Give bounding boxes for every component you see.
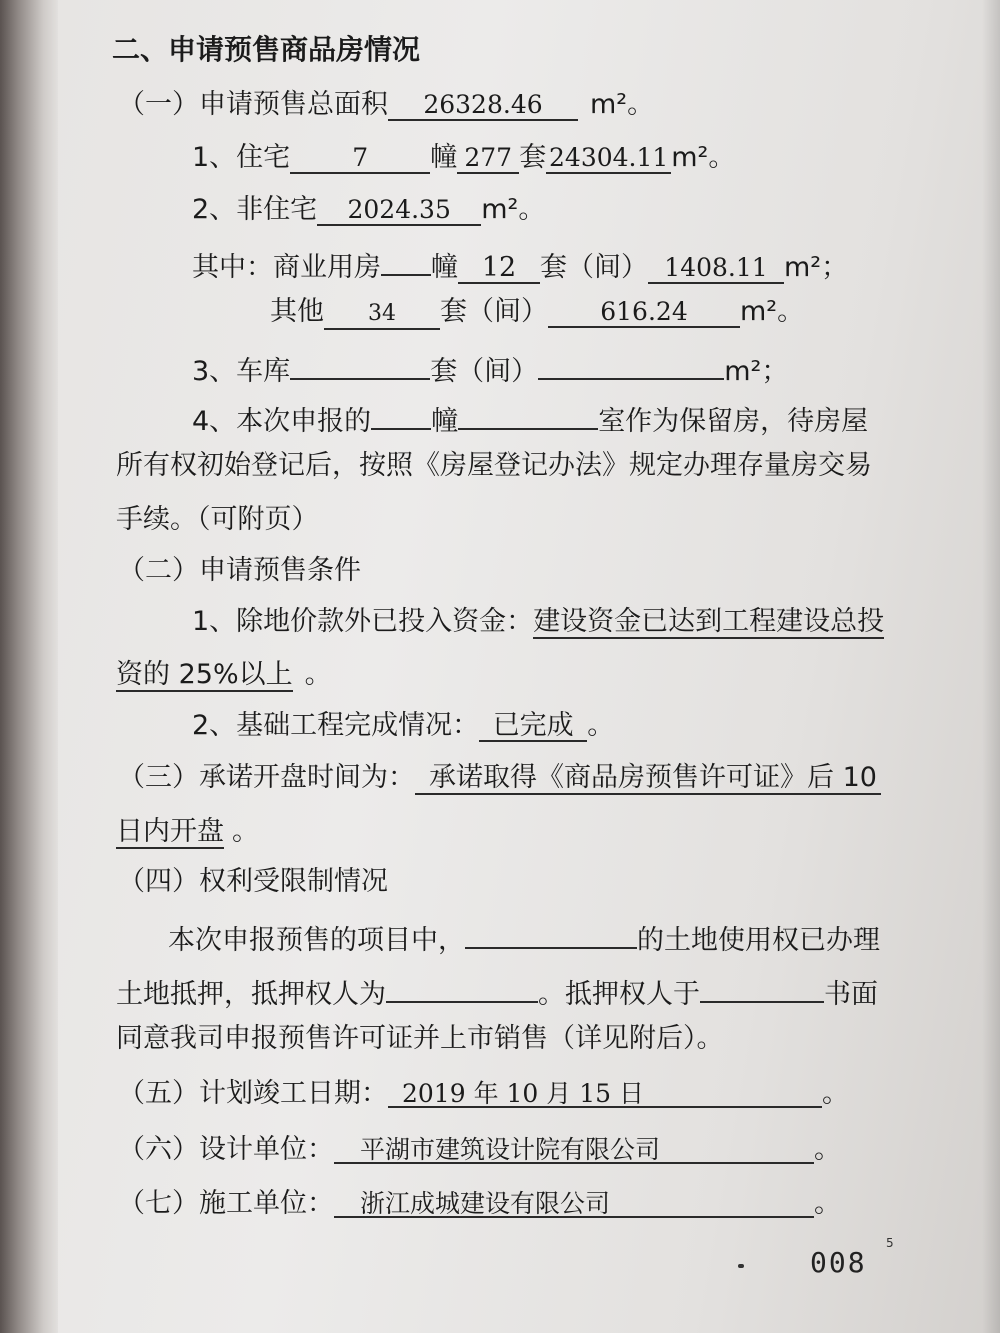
restriction-line-1-b: 的土地使用权已办理 xyxy=(637,925,880,956)
garage-sets-blank xyxy=(290,346,430,380)
restriction-land-blank xyxy=(465,915,637,949)
conditions-item-1-value-a: 建设资金已达到工程建设总投 xyxy=(533,606,885,637)
total-area-line xyxy=(118,87,654,123)
contractor-line xyxy=(118,1186,841,1222)
page-stamp: 008 xyxy=(810,1246,867,1279)
footer-mark xyxy=(738,1264,744,1268)
restriction-line-1-a: 本次申报预售的项目中， xyxy=(168,925,465,956)
reserve-line-2: 所有权初始登记后，按照《房屋登记办法》规定办理存量房交易 xyxy=(116,450,872,481)
completion-date: 2019 年 10 月 15 日 xyxy=(388,1076,822,1108)
restriction-line-2-c: 书面 xyxy=(824,979,878,1010)
residential-buildings: 7 xyxy=(290,140,430,174)
restriction-line-2 xyxy=(116,969,878,1013)
conditions-item-2 xyxy=(192,708,614,744)
restriction-line-2-b: 。抵押权人于 xyxy=(538,979,700,1010)
completion-line xyxy=(118,1076,849,1112)
garage-area-blank xyxy=(538,346,724,380)
restriction-line-1 xyxy=(168,915,880,959)
opening-value-b: 日内开盘 xyxy=(116,816,224,847)
conditions-item-1-end: 。 xyxy=(304,659,332,690)
garage-label: 3、车库 xyxy=(192,356,291,387)
commercial-set-word: 套（间） xyxy=(540,252,648,283)
other-label: 其他 xyxy=(270,296,324,327)
other-area: 616.24 xyxy=(548,294,740,328)
conditions-item-2-value: 已完成 xyxy=(479,708,587,742)
nonresidential-unit: m²。 xyxy=(481,194,546,225)
nonresidential-line xyxy=(192,192,545,228)
commercial-sets: 12 xyxy=(458,250,540,284)
residential-set-word: 套 xyxy=(519,142,547,173)
commercial-unit: m²； xyxy=(784,252,849,283)
opening-end: 。 xyxy=(232,816,259,847)
other-unit: m²。 xyxy=(740,296,805,327)
conditions-item-1-value-b: 资的 25%以上 xyxy=(116,659,293,690)
restriction-line-2-a: 土地抵押，抵押权人为 xyxy=(116,979,386,1010)
residential-unit: m²。 xyxy=(671,142,736,173)
conditions-item-2-label: 2、基础工程完成情况： xyxy=(192,710,480,741)
book-spine-shadow xyxy=(0,0,58,1333)
page-number: 5 xyxy=(886,1236,894,1250)
other-line xyxy=(270,294,804,330)
designer-end: 。 xyxy=(814,1134,841,1165)
completion-end: 。 xyxy=(822,1078,849,1109)
garage-set-word: 套（间） xyxy=(430,356,539,387)
completion-label: （五）计划竣工日期： xyxy=(118,1078,388,1109)
conditions-item-1-label: 1、除地价款外已投入资金： xyxy=(192,606,534,637)
reserve-part2: 室作为保留房，待房屋 xyxy=(598,406,869,437)
restriction-mortgagee-blank xyxy=(386,969,538,1003)
conditions-heading: （二）申请预售条件 xyxy=(118,555,361,586)
reserve-buildings-blank xyxy=(371,396,431,430)
commercial-label: 其中：商业用房 xyxy=(192,252,381,283)
contractor-value: 浙江成城建设有限公司 xyxy=(334,1186,814,1218)
total-area-label: （一）申请预售总面积 xyxy=(118,89,388,120)
restriction-date-blank xyxy=(700,969,824,1003)
nonresidential-label: 2、非住宅 xyxy=(192,194,318,225)
residential-area: 24304.11 xyxy=(546,140,671,174)
opening-line xyxy=(118,760,881,796)
other-set-word: 套（间） xyxy=(440,296,548,327)
conditions-item-2-end: 。 xyxy=(587,710,615,741)
restriction-heading: （四）权利受限制情况 xyxy=(118,866,388,897)
commercial-buildings-blank xyxy=(381,242,431,276)
garage-unit: m²； xyxy=(724,356,789,387)
reserve-line-3: 手续。（可附页） xyxy=(116,504,319,535)
opening-label: （三）承诺开盘时间为： xyxy=(118,762,415,793)
total-area-value: 26328.46 xyxy=(388,87,578,121)
residential-line xyxy=(192,140,735,176)
commercial-line xyxy=(192,242,848,286)
total-area-unit: m²。 xyxy=(590,89,655,120)
residential-bldg-word: 幢 xyxy=(430,142,458,173)
page-edge-shadow xyxy=(982,0,1000,1333)
contractor-label: （七）施工单位： xyxy=(118,1188,334,1219)
designer-label: （六）设计单位： xyxy=(118,1134,334,1165)
garage-line xyxy=(192,346,788,390)
reserve-line-1 xyxy=(192,396,868,440)
conditions-item-1 xyxy=(192,604,884,640)
restriction-line-3: 同意我司申报预售许可证并上市销售（详见附后）。 xyxy=(116,1023,724,1054)
reserve-bldg-word: 幢 xyxy=(431,406,459,437)
residential-sets: 277 xyxy=(457,140,519,174)
opening-value-a: 承诺取得《商品房预售许可证》后 10 xyxy=(415,762,881,795)
opening-line-cont xyxy=(116,814,259,850)
commercial-area: 1408.11 xyxy=(648,250,784,284)
residential-label: 1、住宅 xyxy=(192,142,291,173)
commercial-bldg-word: 幢 xyxy=(431,252,458,283)
designer-value: 平湖市建筑设计院有限公司 xyxy=(334,1132,814,1164)
other-sets: 34 xyxy=(324,296,440,330)
reserve-part1: 4、本次申报的 xyxy=(192,406,372,437)
designer-line xyxy=(118,1132,841,1168)
contractor-end: 。 xyxy=(814,1188,841,1219)
section-title: 二、申请预售商品房情况 xyxy=(112,33,421,66)
conditions-item-1-cont xyxy=(116,657,332,693)
nonresidential-area: 2024.35 xyxy=(317,192,481,226)
reserve-rooms-blank xyxy=(458,396,598,430)
